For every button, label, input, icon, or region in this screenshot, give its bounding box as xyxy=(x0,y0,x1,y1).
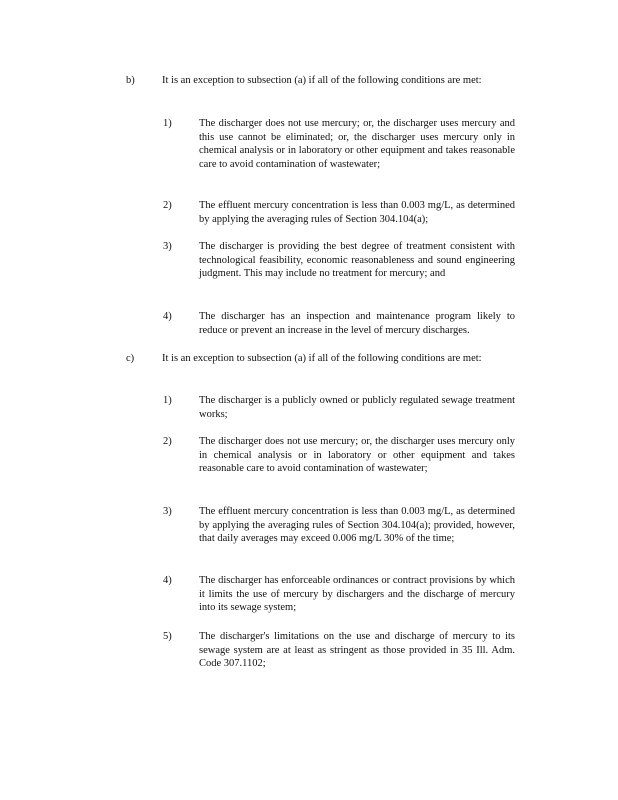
item-number: 3) xyxy=(163,506,172,517)
section-intro: It is an exception to subsection (a) if all of the following conditions are met: xyxy=(162,75,482,86)
item-text: The discharger does not use mercury; or, the discharger uses mercury only in chemical analysis or in laboratory or other equipment and takes reasonable care to avoid contamination of wastewater; xyxy=(199,436,515,474)
section-label: b) xyxy=(126,75,135,86)
item-number: 4) xyxy=(163,575,172,586)
item-text: The effluent mercury concentration is less than 0.003 mg/L, as determined by applying the averaging rules of Section 304.104(a); xyxy=(199,200,515,225)
section-intro: It is an exception to subsection (a) if all of the following conditions are met: xyxy=(162,353,482,364)
item-text: The discharger's limitations on the use and discharge of mercury to its sewage system are at least as stringent as those provided in 35 Ill. Adm. Code 307.1102; xyxy=(199,631,515,669)
item-number: 5) xyxy=(163,631,172,642)
item-text: The discharger does not use mercury; or, the discharger uses mercury and this use cannot be eliminated; or, the discharger uses mercury only in chemical analysis or in laboratory or other equipment and takes reasonable care to avoid contamination of wastewater; xyxy=(199,118,515,170)
item-text: The discharger is providing the best degree of treatment consistent with technological feasibility, economic reasonableness and sound engineering judgment. This may include no treatment for mercury; and xyxy=(199,241,515,279)
item-text: The effluent mercury concentration is less than 0.003 mg/L, as determined by applying the averaging rules of Section 304.104(a); provided, however, that daily averages may exceed 0.006 mg/L 30% of the time; xyxy=(199,506,515,544)
item-number: 4) xyxy=(163,311,172,322)
item-text: The discharger is a publicly owned or publicly regulated sewage treatment works; xyxy=(199,395,515,420)
item-number: 2) xyxy=(163,200,172,211)
item-number: 1) xyxy=(163,395,172,406)
section-label: c) xyxy=(126,353,135,364)
item-text: The discharger has an inspection and maintenance program likely to reduce or prevent an increase in the level of mercury discharges. xyxy=(199,311,515,336)
item-text: The discharger has enforceable ordinances or contract provisions by which it limits the use of mercury by dischargers and the discharge of mercury into its sewage system; xyxy=(199,575,515,613)
item-number: 2) xyxy=(163,436,172,447)
item-number: 3) xyxy=(163,241,172,252)
item-number: 1) xyxy=(163,118,172,129)
